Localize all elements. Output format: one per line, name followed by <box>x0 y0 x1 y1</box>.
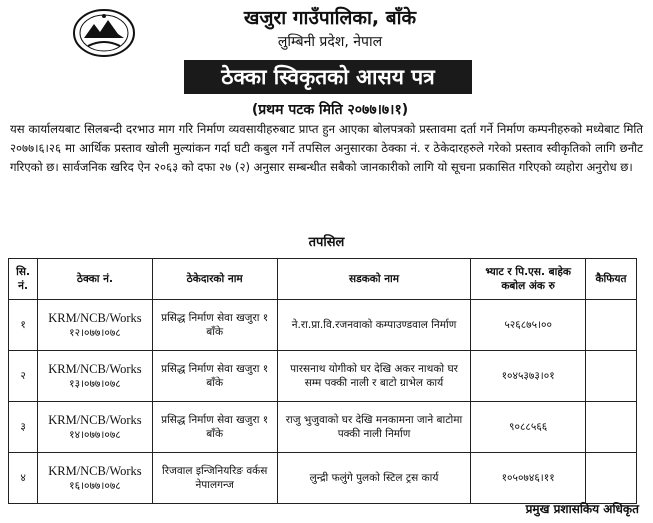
table-header-row <box>9 259 637 300</box>
cell-remarks <box>585 402 636 453</box>
cell-remarks <box>585 300 636 351</box>
cell-contract <box>38 300 153 351</box>
cell-contractor: प्रसिद्ध निर्माण सेवा खजुरा १ बाँके <box>152 351 277 402</box>
cell-remarks <box>585 453 636 504</box>
contract-number: १२।०७७।०७८ <box>69 326 121 339</box>
header-road: सडकको नाम <box>277 259 471 300</box>
contract-code: KRM/NCB/Works <box>48 412 142 427</box>
province-subtitle: लुम्बिनी प्रदेश, नेपाल <box>277 34 383 50</box>
municipality-title: खजुरा गाउँपालिका, बाँके <box>243 7 417 29</box>
publication-date: (प्रथम पटक मिति २०७७।७।१) <box>251 102 409 118</box>
section-title: तपसिल <box>308 235 345 250</box>
header-contractor: ठेकेदारको नाम <box>152 259 277 300</box>
contract-number: १६।०७७।०७८ <box>69 479 121 492</box>
table-row <box>9 351 637 402</box>
notice-banner: ठेक्का स्विकृतको आसय पत्र <box>184 60 472 94</box>
municipality-emblem-icon <box>72 8 136 58</box>
cell-sn: २ <box>9 351 38 402</box>
header-sn: सि. नं. <box>9 259 38 300</box>
cell-road: पारसनाथ योगीको घर देखि अकर नाथको घर सम्म पक्की नाली र बाटो ग्राभेल कार्य <box>277 351 471 402</box>
contract-code: KRM/NCB/Works <box>48 361 142 376</box>
table-row <box>9 453 637 504</box>
cell-sn: ४ <box>9 453 38 504</box>
cell-amount: १०४५३७३।०१ <box>471 351 586 402</box>
cell-contract <box>38 351 153 402</box>
cell-road: लुन्द्री फलुंगे पुलको स्टिल ट्रस कार्य <box>277 453 471 504</box>
cell-sn: १ <box>9 300 38 351</box>
cell-contractor: रिजवाल इन्जिनियरिङ वर्कस नेपालगन्ज <box>152 453 277 504</box>
table-row <box>9 300 637 351</box>
contract-code: KRM/NCB/Works <box>48 463 142 478</box>
cell-contractor: प्रसिद्ध निर्माण सेवा खजुरा १ बाँके <box>152 402 277 453</box>
cell-amount: ९०८८५६६ <box>471 402 586 453</box>
cell-amount: ५२६८७५।०० <box>471 300 586 351</box>
cell-remarks <box>585 351 636 402</box>
cell-road: ने.रा.प्रा.वि.रजनवाको कम्पाउण्डवाल निर्माण <box>277 300 471 351</box>
cell-contractor: प्रसिद्ध निर्माण सेवा खजुरा १ बाँके <box>152 300 277 351</box>
header-amount: भ्याट र पि.एस. बाहेक कबोल अंक रु <box>471 259 586 300</box>
contract-number: १४।०७७।०७८ <box>69 428 121 441</box>
contract-code: KRM/NCB/Works <box>48 310 142 325</box>
notice-paragraph: यस कार्यालयबाट सिलबन्दी दरभाउ माग गरि निर्माण व्यवसायीहरुबाट प्राप्त हुन आएका बोलपत्रको प्रस्तावमा दर्ता गर्ने निर्माण कम्पनीहरुको मध्येबाट मिति २०७७।६।२६ मा आर्थिक प्रस्ताव खोली मुल्यांकन गर्दा घटी कबुल गर्ने तपसिल अनुसारका ठेक्का नं. र ठेकेदारहरुले गरेको प्रस्ताव स्वीकृतिको लागि छनौट गरिएको छ। सार्वजनिक खरिद ऐन २०६३ को दफा २७ (२) अनुसार सम्बन्धीत सबैको जानकारीको लागि यो सूचना प्रकासित गरिएको व्यहोरा अनुरोध छ। <box>10 122 643 174</box>
cell-amount: १०५०७४६।११ <box>471 453 586 504</box>
contract-number: १३।०७७।०७८ <box>69 377 121 390</box>
cell-contract <box>38 402 153 453</box>
cell-sn: ३ <box>9 402 38 453</box>
signatory-title: प्रमुख प्रशासकिय अधिकृत <box>525 502 639 516</box>
header-remarks: कैफियत <box>585 259 636 300</box>
table-row <box>9 402 637 453</box>
contracts-table <box>8 258 637 504</box>
cell-contract <box>38 453 153 504</box>
cell-road: राजु भुजुवाको घर देखि मनकामना जाने बाटोमा पक्की नाली निर्माण <box>277 402 471 453</box>
header-contract: ठेक्का नं. <box>38 259 153 300</box>
